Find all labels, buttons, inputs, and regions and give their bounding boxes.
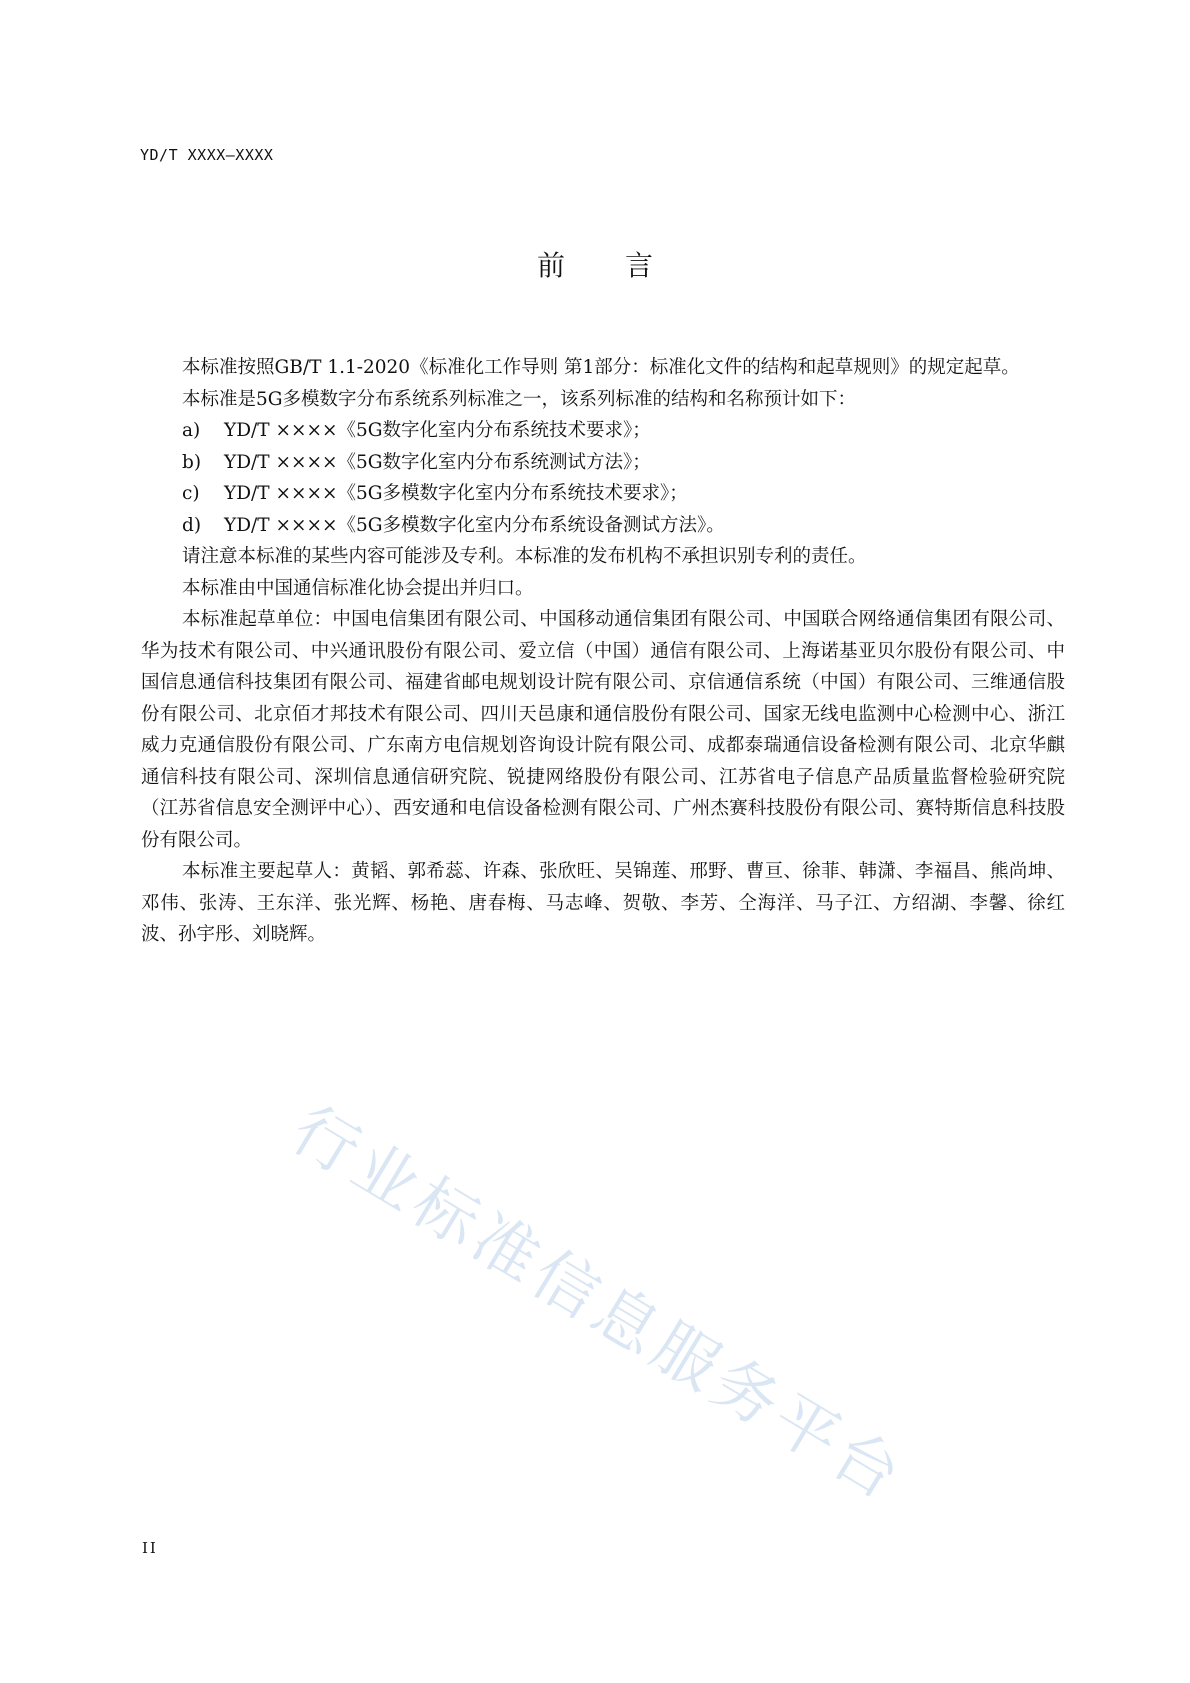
document-body — [141, 352, 1065, 951]
list-item — [141, 478, 1065, 510]
list-marker: a) — [182, 420, 201, 441]
list-item-text: YD/T ××××《5G数字化室内分布系统测试方法》； — [224, 451, 651, 473]
document-code: YD/T XXXX—XXXX — [140, 146, 274, 164]
paragraph-patent-notice: 请注意本标准的某些内容可能涉及专利。本标准的发布机构不承担识别专利的责任。 — [182, 546, 867, 567]
paragraph-drafters: 本标准主要起草人：黄韬、郭希蕊、许森、张欣旺、吴锦莲、邢野、曹亘、徐菲、韩潇、李福昌、熊尚坤、邓伟、张涛、王东洋、张光辉、杨艳、唐春梅、马志峰、贺敬、李芳、仝海洋、马子江、方绍湖、李馨、徐红波、孙宇彤、刘晓辉。 — [141, 861, 1065, 945]
list-marker: d) — [182, 514, 202, 536]
list-item-text: YD/T ××××《5G多模数字化室内分布系统技术要求》； — [224, 483, 688, 504]
list-marker: c) — [182, 483, 200, 504]
list-item — [141, 447, 1065, 479]
page-title: 前言 — [536, 249, 713, 282]
list-item — [141, 415, 1065, 447]
watermark: 行业标准信息服务平台 — [279, 1092, 918, 1517]
list-marker: b) — [182, 451, 202, 473]
list-item-text: YD/T ××××《5G数字化室内分布系统技术要求》； — [224, 420, 651, 441]
list-item-text: YD/T ××××《5G多模数字化室内分布系统设备测试方法》。 — [224, 514, 725, 536]
paragraph-drafting-units: 本标准起草单位：中国电信集团有限公司、中国移动通信集团有限公司、中国联合网络通信集团有限公司、华为技术有限公司、中兴通讯股份有限公司、爱立信（中国）通信有限公司、上海诺基亚贝尔股份有限公司、中国信息通信科技集团有限公司、福建省邮电规划设计院有限公司、京信通信系统（中国）有限公司、三维通信股份有限公司、北京佰才邦技术有限公司、四川天邑康和通信股份有限公司、国家无线电监测中心检测中心、浙江威力克通信股份有限公司、广东南方电信规划咨询设计院有限公司、成都泰瑞通信设备检测有限公司、北京华麒通信科技有限公司、深圳信息通信研究院、锐捷网络股份有限公司、江苏省电子信息产品质量监督检验研究院（江苏省信息安全测评中心）、西安通和电信设备检测有限公司、广州杰赛科技股份有限公司、赛特斯信息科技股份有限公司。 — [141, 609, 1065, 851]
paragraph-drafting-rules: 本标准按照GB/T 1.1-2020《标准化工作导则 第1部分：标准化文件的结构和起草规则》的规定起草。 — [182, 357, 1020, 378]
paragraph-proposer: 本标准由中国通信标准化协会提出并归口。 — [182, 577, 534, 599]
page-number: II — [142, 1539, 158, 1557]
list-item — [141, 510, 1065, 542]
paragraph-series-intro: 本标准是5G多模数字分布系统系列标准之一，该系列标准的结构和名称预计如下： — [182, 388, 857, 410]
